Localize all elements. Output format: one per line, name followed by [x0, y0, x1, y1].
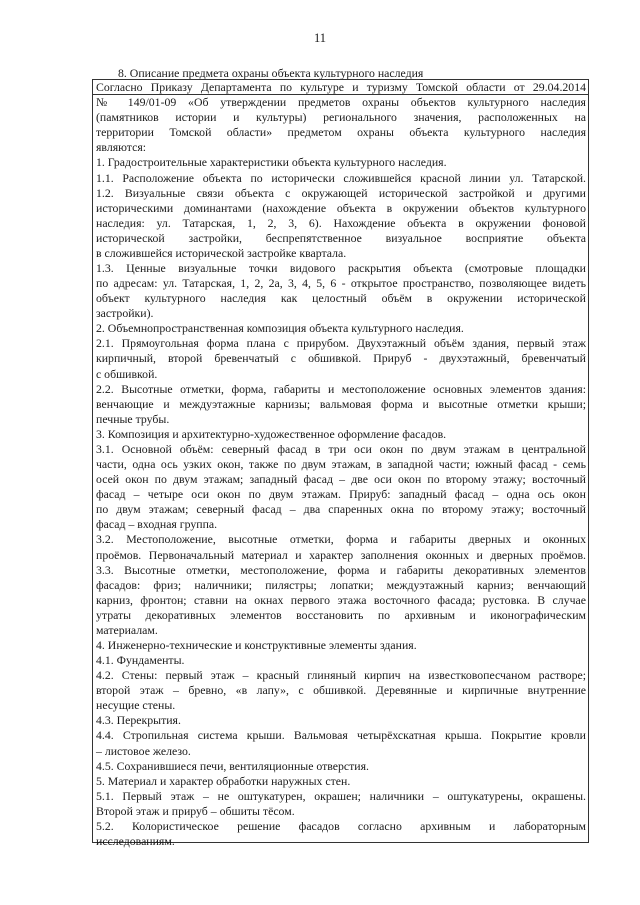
text-line: карниз, фронтон; ставни на окнах первого этажа восточного фасада; рустовка. В случае	[96, 592, 586, 607]
text-line: в сложившейся исторической застройке квартала.	[96, 245, 347, 260]
text-line: по двум этажам; северный фасад – два спаренных окна по второму этажу; восточный	[96, 502, 586, 517]
text-line: фасадов: фриз; наличники; пилястры; лопатки; междуэтажный карниз; венчающий	[96, 577, 586, 592]
text-line: Согласно Приказу Департамента по культуре и туризму Томской области от 29.04.2014	[96, 80, 586, 94]
text-line: второй этаж – бревно, «в лапу», с обшивкой. Деревянные и кирпичные внутренние	[96, 683, 586, 698]
text-line: 3. Композиция и архитектурно-художественное оформление фасадов.	[96, 426, 447, 441]
text-line: венчающие и междуэтажные карнизы; вальмовая форма и высотные отметки крыши;	[96, 396, 586, 411]
text-line: проёмов. Первоначальный материал и характер заполнения оконных и дверных проёмов.	[96, 547, 586, 562]
text-line: объект культурного наследия как целостный объём в окружении исторической	[96, 291, 586, 306]
text-line: 4.4. Стропильная система крыши. Вальмовая четырёхскатная крыша. Покрытие кровли	[96, 728, 586, 743]
text-line: части, одна ось узких окон, также по двум этажам, в западной части; южный фасад - семь	[96, 457, 586, 471]
text-line: фасад – четыре оси окон по двум этажам. Прируб: западный фасад – одна ось окон	[96, 487, 586, 502]
text-line: 2.1. Прямоугольная форма плана с прирубом. Двухэтажный объём здания, первый этаж	[96, 336, 586, 351]
text-line: с обшивкой.	[96, 366, 158, 381]
text-line: 1.3. Ценные визуальные точки видового раскрытия объекта (смотровые площадки	[96, 261, 586, 275]
text-line: печные трубы.	[96, 411, 170, 426]
section-heading: 8. Описание предмета охраны объекта культурного наследия	[118, 66, 424, 80]
text-line: 4.1. Фундаменты.	[96, 653, 185, 667]
text-line: 1.1. Расположение объекта по исторически сложившейся красной линии ул. Татарской.	[96, 170, 586, 185]
text-line: 4.3. Перекрытия.	[96, 713, 181, 728]
text-line: № 149/01-09 «Об утверждении предметов охраны объектов культурного наследия	[96, 95, 586, 110]
text-line: фасад – входная группа.	[96, 517, 218, 532]
text-line: территории Томской области» предметом охраны объекта культурного наследия	[96, 125, 586, 140]
text-line: 3.3. Высотные отметки, местоположение, форма и габариты декоративных элементов	[96, 562, 586, 577]
text-line: кирпичный, второй бревенчатый с обшивкой. Прируб - двухэтажный, бревенчатый	[96, 351, 586, 366]
text-line: – листовое железо.	[96, 743, 191, 758]
text-line: 4. Инженерно-технические и конструктивные элементы здания.	[96, 638, 417, 652]
text-line: 4.5. Сохранившиеся печи, вентиляционные отверстия.	[96, 758, 369, 773]
text-line: 2. Объемнопространственная композиция объекта культурного наследия.	[96, 321, 464, 336]
text-line: осей окон по двум этажам; западный фасад – две оси окон по второму этажу; восточный	[96, 472, 586, 487]
text-line: исторической застройки, беспрепятственное визуальное восприятие объекта	[96, 230, 586, 245]
text-line: историческими доминантами (нахождение объекта в окружении объектов культурного	[96, 200, 586, 215]
text-line: являются:	[96, 140, 147, 155]
text-line: утраты декоративных элементов восстановить по архивным и иконографическим	[96, 607, 586, 622]
text-line: 3.2. Местоположение, высотные отметки, форма и габариты дверных и оконных	[96, 532, 586, 547]
text-line: исследованиям.	[96, 834, 175, 848]
text-line: 3.1. Основной объём: северный фасад в три оси окон по двум этажам в центральной	[96, 441, 586, 456]
text-line: (памятников истории и культуры) регионального значения, расположенных на	[96, 110, 586, 125]
page-number: 11	[313, 31, 327, 45]
text-line: наследия: ул. Татарская, 1, 2, 3, 6). Нахождение объекта в окружении фоновой	[96, 215, 586, 230]
text-line: 5.1. Первый этаж – не оштукатурен, окрашен; наличники – оштукатурены, окрашены.	[96, 788, 586, 803]
text-line: 2.2. Высотные отметки, форма, габариты и местоположение основных элементов здания:	[96, 381, 586, 396]
text-line: несущие стены.	[96, 698, 176, 713]
text-line: 1. Градостроительные характеристики объекта культурного наследия.	[96, 155, 447, 170]
text-line: 1.2. Визуальные связи объекта с окружающей исторической застройкой и другими	[96, 185, 586, 200]
text-line: материалам.	[96, 622, 158, 637]
text-line: застройки).	[96, 306, 154, 321]
text-line: 5.2. Колористическое решение фасадов согласно архивным и лабораторным	[96, 818, 586, 833]
text-line: 5. Материал и характер обработки наружных стен.	[96, 773, 351, 788]
text-line: по адресам: ул. Татарская, 1, 2, 2а, 3, 4, 5, 6 - открытое пространство, позволяющее видеть	[96, 276, 586, 290]
text-line: 4.2. Стены: первый этаж – красный глиняный кирпич на известковопесчаном растворе;	[96, 668, 586, 683]
text-line: Второй этаж и прируб – обшиты тёсом.	[96, 803, 295, 818]
